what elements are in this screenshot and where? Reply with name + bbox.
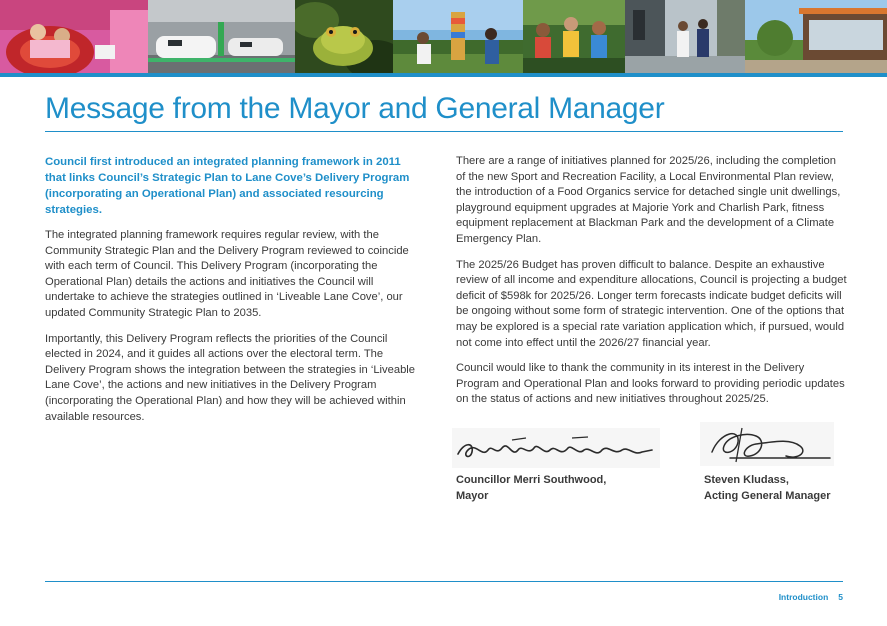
mayor-signature [452,428,660,468]
title-divider [45,131,843,132]
page-number: 5 [838,592,843,602]
gm-name: Steven Kludass, [704,474,789,486]
mayor-signature-block [456,472,606,504]
lead-paragraph: Council first introduced an integrated planning framework in 2011 that links Council’s Strategic Plan to Lane Cove’s Delivery Program (incorporating an Operational Plan) and associated resourcing strategies. [45,156,410,216]
street-walking-photo [625,0,745,73]
left-column [45,154,423,435]
gm-signature-block [704,472,831,504]
body-paragraph: There are a range of initiatives planned for 2025/26, including the completion of the new Sport and Recreation Facility, a Local Environmental Plan review, the introduction of a Food Organics service for detached single unit dwellings, playground equipment upgrades at Majorie York and Charlish Park, fitness equipment replacement at Blackman Park and the development of a Climate Emergency Plan. [456,155,841,245]
footer-section-label: Introduction [778,592,829,602]
body-paragraph: The integrated planning framework requires regular review, with the Community Strategic Plan and the Delivery Program reviewed to coincide with each term of Council. This Delivery Program (incorporating the Operational Plan) details the actions and initiatives the Council will undertake to achieve the strategies outlined in ‘Liveable Lane Cove’, our updated Community Strategic Plan to 2035. [45,229,409,319]
gm-signature [700,422,834,466]
body-paragraph: Importantly, this Delivery Program reflects the priorities of the Council elected in 2024, and it guides all actions over the electoral term. The Delivery Program shows the integration between the strategies in ‘Liveable Lane Cove’, the actions and new initiatives in the Delivery Program (incorporating the Operational Plan) and how they will be achieved within available resources. [45,332,416,423]
page-title: Message from the Mayor and General Manager [45,92,665,125]
body-paragraph: The 2025/26 Budget has proven difficult to balance. Despite an exhaustive review of all income and expenditure allocations, Council is projecting a budget deficit of $598k for 2025/26. Longer term forecasts indicate budget deficits will be ongoing without some form of strategic intervention. One of the options that may be explored is a special rate variation application which, if pursued, would not come into effect until the 2026/27 financial year. [456,258,847,349]
families-playing-photo [393,0,523,73]
header-photo-strip [0,0,887,73]
frog-photo [295,0,393,73]
children-group-photo [523,0,625,73]
body-paragraph: Council would like to thank the community in its interest in the Delivery Program and Operational Plan and looks forward to providing periodic updates on the status of actions and new initiatives throughout 2025/25. [456,362,845,406]
right-column [456,154,848,418]
building-photo [745,0,887,73]
children-reading-photo [0,0,148,73]
page-footer [779,592,843,602]
mayor-role: Mayor [456,490,489,502]
footer-divider [45,581,843,582]
header-accent-rule [0,73,887,77]
ev-charging-photo [148,0,295,73]
mayor-name: Councillor Merri Southwood, [456,474,607,486]
gm-role: Acting General Manager [704,490,831,502]
